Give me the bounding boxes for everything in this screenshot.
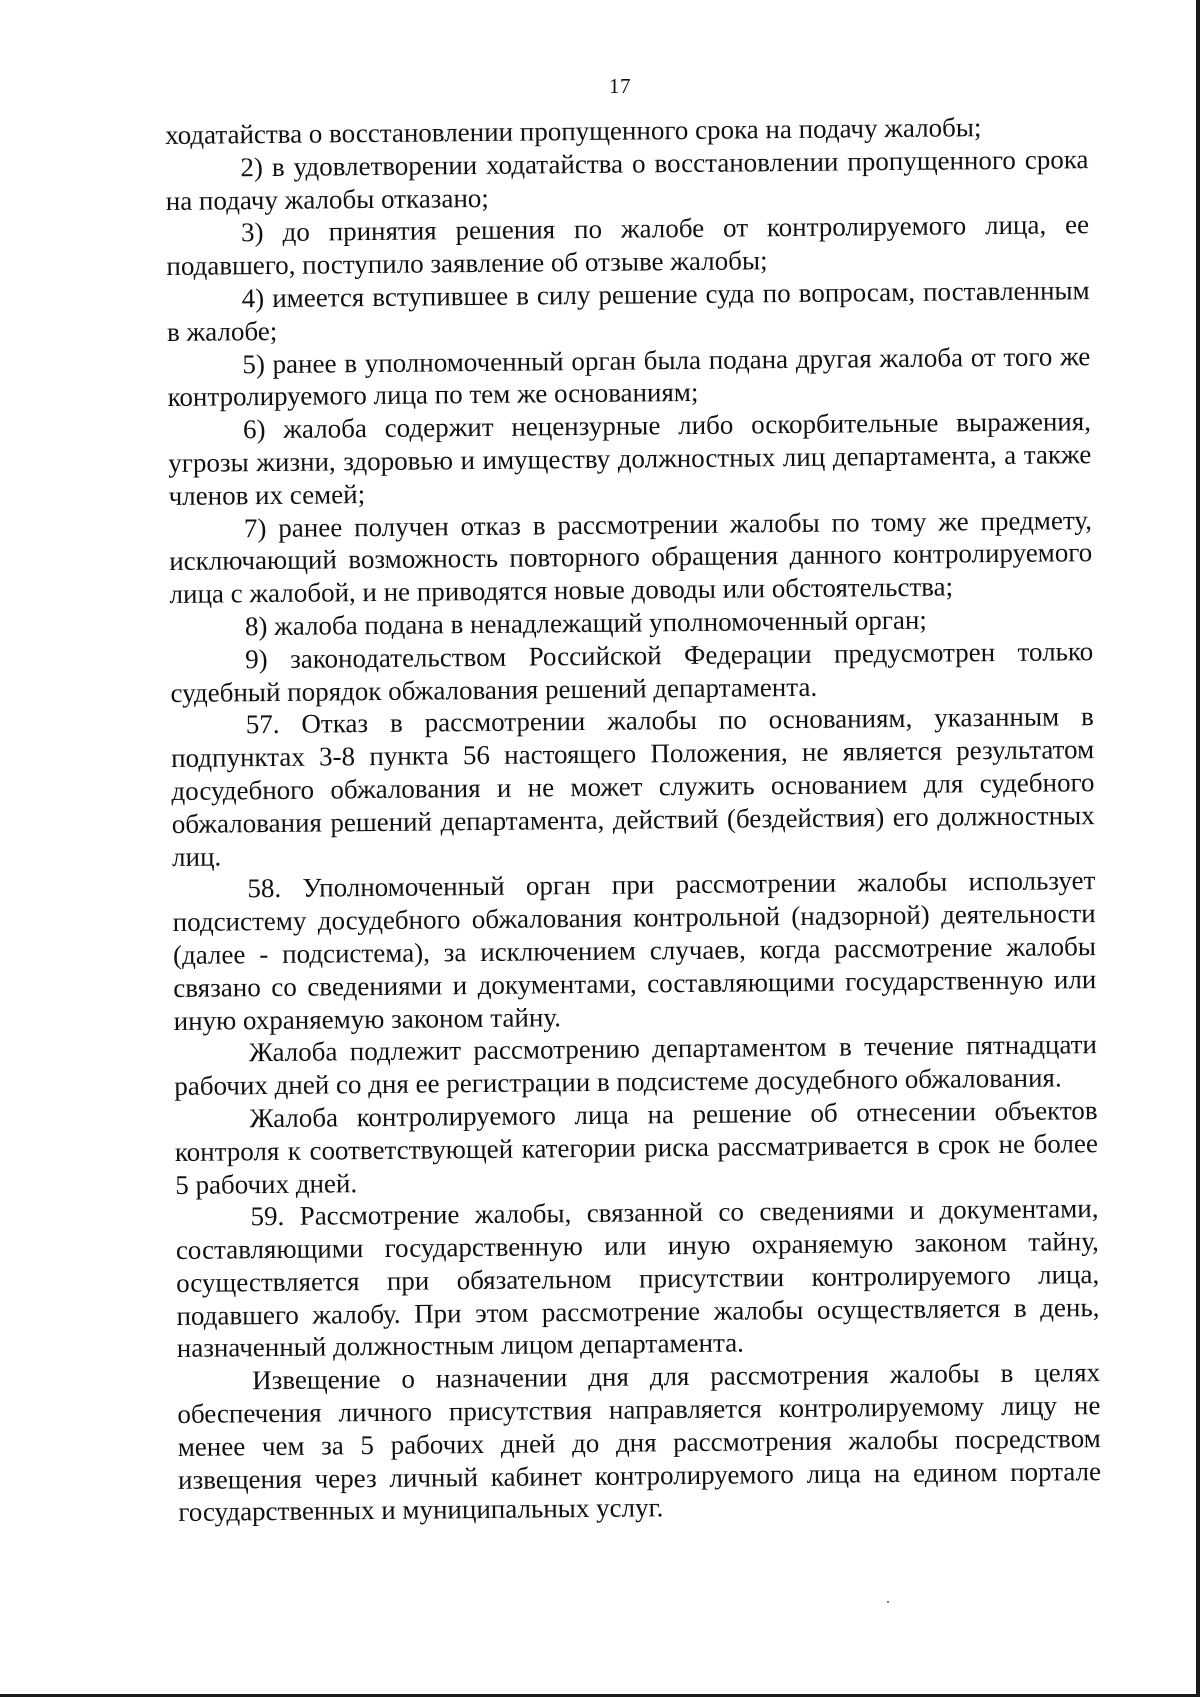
scan-speck [887, 1601, 889, 1603]
list-item-5: 5) ранее в уполномоченный орган была подана другая жалоба от того же контролируемого лица по тем же основаниям; [167, 340, 1091, 413]
list-item-8: 8) жалоба подана в ненадлежащий уполномоченный орган; [244, 604, 927, 642]
clause-59: 59. Рассмотрение жалобы, связанной со сведениями и документами, составляющими государственную или иную охраняемую законом тайну, осуществляется при обязательном присутствии контролируемого лица, подавшего жалобу. При этом рассмотрение жалобы осуществляется в день, назначенный должностным лицом департамента. [175, 1193, 1100, 1364]
scan-border-right [1196, 0, 1200, 1697]
paragraph-continuation: ходатайства о восстановлении пропущенного срока на подачу жалобы; [165, 112, 982, 150]
list-item-9: 9) законодательством Российской Федерации предусмотрен только судебный порядок обжалования решений департамента. [170, 635, 1094, 708]
clause-58: 58. Уполномоченный орган при рассмотрении жалобы использует подсистему досудебного обжалования контрольной (надзорной) деятельности (далее - подсистема), за исключением случаев, когда рассмотрение жалобы связано со сведениями и документами, составляющими государственную или иную охраняемую законом тайну. [172, 865, 1097, 1036]
list-item-6: 6) жалоба содержит нецензурные либо оскорбительные выражения, угрозы жизни, здоровью и имуществу должностных лиц департамента, а также членов их семей; [168, 406, 1092, 511]
document-body [165, 110, 1101, 1529]
paragraph-notification: Извещение о назначении дня для рассмотрения жалобы в целях обеспечения личного присутствия направляется контролируемому лицу не менее чем за 5 рабочих дней до дня рассмотрения жалобы посредством извещения через личный кабинет контролируемого лица на едином портале государственных и муниципальных услуг. [177, 1357, 1102, 1528]
paragraph-risk-category: Жалоба контролируемого лица на решение об отнесении объектов контроля к соответствующей категории риска рассматривается в срок не более 5 рабочих дней. [174, 1095, 1099, 1200]
paragraph-review-term: Жалоба подлежит рассмотрению департаментом в течение пятнадцати рабочих дней со дня ее регистрации в подсистеме досудебного обжалования. [174, 1029, 1098, 1102]
list-item-3: 3) до принятия решения по жалобе от контролируемого лица, ее подавшего, поступило заявление об отзыве жалобы; [166, 209, 1090, 282]
list-item-2: 2) в удовлетворении ходатайства о восстановлении пропущенного срока на подачу жалобы отказано; [165, 143, 1089, 216]
clause-57: 57. Отказ в рассмотрении жалобы по основаниям, указанным в подпунктах 3-8 пункта 56 настоящего Положения, не является результатом досудебного обжалования и не может служить основанием для судебного обжалования решений департамента, действий (бездействия) его должностных лиц. [170, 701, 1095, 872]
list-item-7: 7) ранее получен отказ в рассмотрении жалобы по тому же предмету, исключающий возможность повторного обращения данного контролируемого лица с жалобой, и не приводятся новые доводы или обстоятельства; [169, 504, 1093, 610]
list-item-4: 4) имеется вступившее в силу решение суда по вопросам, поставленным в жалобе; [166, 275, 1090, 347]
page-number: 17 [609, 74, 631, 98]
